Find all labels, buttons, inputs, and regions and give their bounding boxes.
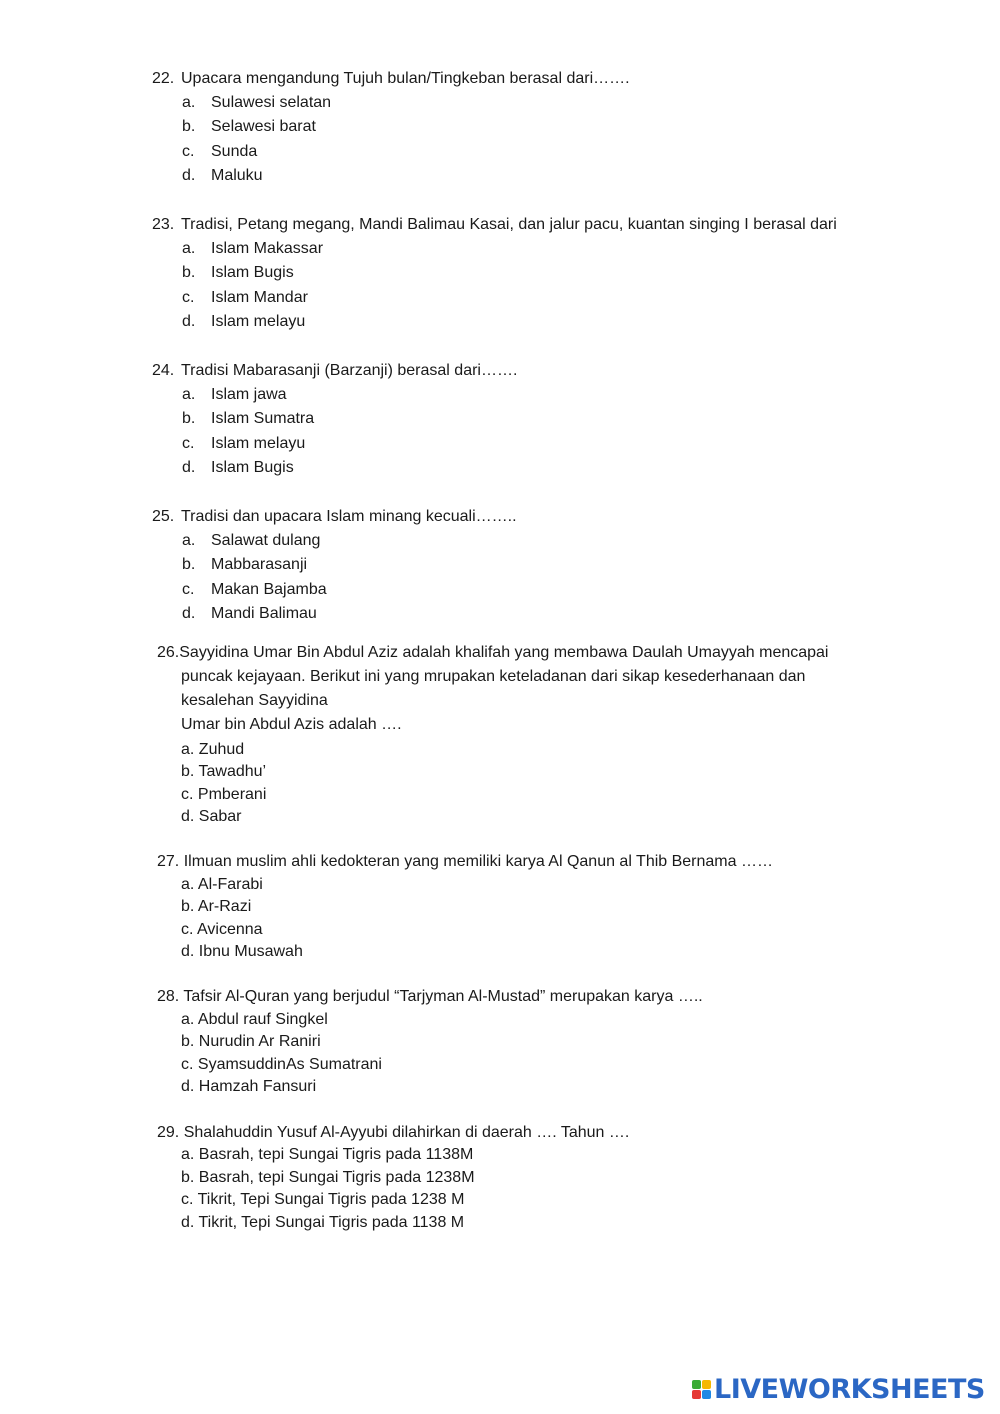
option-text: Mabbarasanji <box>211 556 308 573</box>
question-text: Tradisi, Petang megang, Mandi Balimau Kasai, dan jalur pacu, kuantan singing I berasal dari <box>181 216 837 233</box>
option-text: Islam Sumatra <box>211 410 315 427</box>
logo-mark-icon <box>692 1380 711 1399</box>
question-text-line: Umar bin Abdul Azis adalah …. <box>181 716 402 733</box>
question-text: Tradisi dan upacara Islam minang kecuali…….. <box>181 508 517 525</box>
option-letter: d. <box>182 459 196 476</box>
question-text: 27. Ilmuan muslim ahli kedokteran yang memiliki karya Al Qanun al Thib Bernama …… <box>157 853 773 870</box>
option-text: a. Zuhud <box>181 741 245 758</box>
question-text-line: 26.Sayyidina Umar Bin Abdul Aziz adalah khalifah yang membawa Daulah Umayyah mencapai <box>157 644 829 661</box>
option-text: Maluku <box>211 167 263 184</box>
option-text: b. Ar-Razi <box>181 898 252 915</box>
option-text: Islam Makassar <box>211 240 324 257</box>
option-letter: d. <box>182 605 196 622</box>
option-text: Islam Bugis <box>211 264 294 281</box>
option-text: d. Sabar <box>181 808 242 825</box>
option-text: a. Basrah, tepi Sungai Tigris pada 1138M <box>181 1146 474 1163</box>
option-text: c. Pmberani <box>181 786 267 803</box>
question-number: 24. <box>152 362 175 379</box>
option-text: Salawat dulang <box>211 532 321 549</box>
liveworksheets-logo <box>692 1374 985 1404</box>
option-letter: a. <box>182 240 196 257</box>
question-number: 22. <box>152 70 175 87</box>
option-letter: c. <box>182 581 195 598</box>
question-text: Upacara mengandung Tujuh bulan/Tingkeban berasal dari……. <box>181 70 630 87</box>
question-text-line: kesalehan Sayyidina <box>181 692 328 709</box>
logo-cell <box>692 1380 701 1389</box>
option-letter: a. <box>182 386 196 403</box>
logo-cell <box>702 1380 711 1389</box>
logo-cell <box>702 1390 711 1399</box>
option-text: Islam Bugis <box>211 459 294 476</box>
option-text: Mandi Balimau <box>211 605 317 622</box>
option-text: c. Avicenna <box>181 921 263 938</box>
option-text: d. Ibnu Musawah <box>181 943 303 960</box>
question-text: 29. Shalahuddin Yusuf Al-Ayyubi dilahirkan di daerah …. Tahun …. <box>157 1124 630 1141</box>
option-text: Islam Mandar <box>211 289 308 306</box>
option-letter: d. <box>182 167 196 184</box>
brand-name: LIVEWORKSHEETS <box>714 1373 985 1405</box>
option-text: d. Hamzah Fansuri <box>181 1078 317 1095</box>
option-letter: b. <box>182 118 196 135</box>
option-text: b. Nurudin Ar Raniri <box>181 1033 321 1050</box>
option-text: a. Al-Farabi <box>181 876 263 893</box>
option-text: c. SyamsuddinAs Sumatrani <box>181 1056 382 1073</box>
option-text: Islam melayu <box>211 313 306 330</box>
option-text: Islam melayu <box>211 435 306 452</box>
option-letter: a. <box>182 532 196 549</box>
option-letter: c. <box>182 289 195 306</box>
question-number: 23. <box>152 216 175 233</box>
option-text: Sulawesi selatan <box>211 94 332 111</box>
option-text: Makan Bajamba <box>211 581 327 598</box>
option-letter: d. <box>182 313 196 330</box>
option-text: b. Tawadhu’ <box>181 763 267 780</box>
question-text: Tradisi Mabarasanji (Barzanji) berasal dari……. <box>181 362 518 379</box>
question-number: 25. <box>152 508 175 525</box>
option-letter: b. <box>182 410 196 427</box>
option-letter: b. <box>182 556 196 573</box>
logo-cell <box>692 1390 701 1399</box>
option-text: b. Basrah, tepi Sungai Tigris pada 1238M <box>181 1169 475 1186</box>
option-letter: c. <box>182 143 195 160</box>
option-text: Islam jawa <box>211 386 287 403</box>
option-text: Sunda <box>211 143 258 160</box>
question-text-line: puncak kejayaan. Berikut ini yang mrupakan keteladanan dari sikap kesederhanaan dan <box>181 668 806 685</box>
option-text: c. Tikrit, Tepi Sungai Tigris pada 1238 M <box>181 1191 465 1208</box>
option-letter: b. <box>182 264 196 281</box>
option-letter: c. <box>182 435 195 452</box>
question-text: 28. Tafsir Al-Quran yang berjudul “Tarjyman Al-Mustad” merupakan karya ….. <box>157 988 703 1005</box>
option-text: Selawesi barat <box>211 118 316 135</box>
option-text: d. Tikrit, Tepi Sungai Tigris pada 1138 M <box>181 1214 465 1231</box>
option-text: a. Abdul rauf Singkel <box>181 1011 328 1028</box>
option-letter: a. <box>182 94 196 111</box>
